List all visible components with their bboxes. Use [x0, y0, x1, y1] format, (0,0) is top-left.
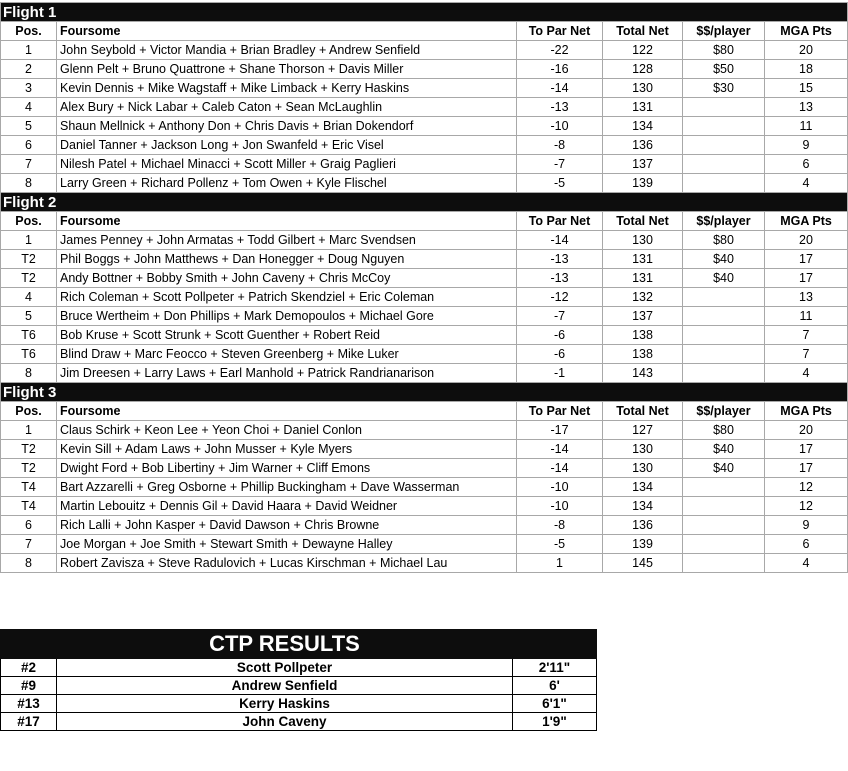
cell-pos: 8	[1, 554, 57, 573]
cell-payout	[683, 155, 765, 174]
cell-to-par-net: -10	[517, 478, 603, 497]
column-header-row	[1, 402, 848, 421]
cell-foursome: Shaun Mellnick + Anthony Don + Chris Davis + Brian Dokendorf	[57, 117, 517, 136]
cell-foursome: Claus Schirk + Keon Lee + Yeon Choi + Daniel Conlon	[57, 421, 517, 440]
cell-pos: 6	[1, 136, 57, 155]
ctp-player: Kerry Haskins	[57, 695, 513, 713]
table-row	[1, 79, 848, 98]
header-total-net: Total Net	[603, 212, 683, 231]
cell-to-par-net: -8	[517, 516, 603, 535]
cell-total-net: 138	[603, 345, 683, 364]
cell-pos: T6	[1, 326, 57, 345]
table-row	[1, 459, 848, 478]
cell-mga-pts: 4	[765, 554, 848, 573]
cell-pos: 5	[1, 117, 57, 136]
cell-to-par-net: -22	[517, 41, 603, 60]
cell-foursome: Rich Coleman + Scott Pollpeter + Patrich Skendziel + Eric Coleman	[57, 288, 517, 307]
ctp-body	[1, 630, 597, 731]
cell-total-net: 137	[603, 155, 683, 174]
ctp-row	[1, 659, 597, 677]
ctp-distance: 6'1"	[512, 695, 596, 713]
table-row	[1, 250, 848, 269]
cell-foursome: Kevin Sill + Adam Laws + John Musser + Kyle Myers	[57, 440, 517, 459]
cell-mga-pts: 11	[765, 117, 848, 136]
table-row	[1, 478, 848, 497]
cell-mga-pts: 15	[765, 79, 848, 98]
cell-total-net: 138	[603, 326, 683, 345]
table-row	[1, 421, 848, 440]
cell-to-par-net: -5	[517, 174, 603, 193]
cell-to-par-net: -17	[517, 421, 603, 440]
cell-mga-pts: 9	[765, 516, 848, 535]
ctp-player: John Caveny	[57, 713, 513, 731]
cell-pos: 4	[1, 98, 57, 117]
cell-pos: 7	[1, 155, 57, 174]
cell-total-net: 131	[603, 98, 683, 117]
cell-foursome: James Penney + John Armatas + Todd Gilbert + Marc Svendsen	[57, 231, 517, 250]
cell-mga-pts: 20	[765, 41, 848, 60]
table-row	[1, 41, 848, 60]
cell-foursome: Robert Zavisza + Steve Radulovich + Lucas Kirschman + Michael Lau	[57, 554, 517, 573]
cell-pos: T6	[1, 345, 57, 364]
cell-to-par-net: -7	[517, 307, 603, 326]
ctp-row	[1, 713, 597, 731]
table-row	[1, 535, 848, 554]
flight-title-row	[1, 383, 848, 402]
cell-pos: T2	[1, 269, 57, 288]
header-total-net: Total Net	[603, 22, 683, 41]
cell-total-net: 131	[603, 250, 683, 269]
cell-total-net: 130	[603, 459, 683, 478]
cell-mga-pts: 17	[765, 440, 848, 459]
cell-to-par-net: -14	[517, 440, 603, 459]
table-row	[1, 98, 848, 117]
cell-payout	[683, 117, 765, 136]
cell-payout	[683, 364, 765, 383]
cell-total-net: 143	[603, 364, 683, 383]
ctp-hole: #17	[1, 713, 57, 731]
cell-total-net: 134	[603, 117, 683, 136]
table-row	[1, 155, 848, 174]
cell-foursome: Bart Azzarelli + Greg Osborne + Phillip Buckingham + Dave Wasserman	[57, 478, 517, 497]
header-payout: $$/player	[683, 402, 765, 421]
cell-to-par-net: -13	[517, 269, 603, 288]
cell-payout	[683, 326, 765, 345]
cell-payout	[683, 174, 765, 193]
header-pos: Pos.	[1, 212, 57, 231]
cell-total-net: 134	[603, 497, 683, 516]
cell-total-net: 137	[603, 307, 683, 326]
cell-mga-pts: 20	[765, 421, 848, 440]
ctp-hole: #2	[1, 659, 57, 677]
ctp-distance: 1'9"	[512, 713, 596, 731]
cell-payout: $50	[683, 60, 765, 79]
flight-title-row	[1, 193, 848, 212]
cell-pos: 1	[1, 231, 57, 250]
cell-total-net: 139	[603, 174, 683, 193]
cell-total-net: 122	[603, 41, 683, 60]
cell-mga-pts: 18	[765, 60, 848, 79]
table-row	[1, 307, 848, 326]
cell-total-net: 130	[603, 231, 683, 250]
header-pos: Pos.	[1, 402, 57, 421]
cell-foursome: Kevin Dennis + Mike Wagstaff + Mike Limback + Kerry Haskins	[57, 79, 517, 98]
cell-mga-pts: 12	[765, 478, 848, 497]
cell-mga-pts: 9	[765, 136, 848, 155]
cell-payout: $80	[683, 421, 765, 440]
ctp-distance: 2'11"	[512, 659, 596, 677]
cell-payout: $40	[683, 250, 765, 269]
cell-payout	[683, 497, 765, 516]
cell-to-par-net: -8	[517, 136, 603, 155]
cell-total-net: 134	[603, 478, 683, 497]
cell-total-net: 130	[603, 440, 683, 459]
header-total-net: Total Net	[603, 402, 683, 421]
ctp-hole: #13	[1, 695, 57, 713]
cell-total-net: 136	[603, 516, 683, 535]
ctp-header-blank	[1, 630, 57, 659]
cell-mga-pts: 4	[765, 174, 848, 193]
cell-mga-pts: 4	[765, 364, 848, 383]
cell-payout	[683, 136, 765, 155]
cell-mga-pts: 12	[765, 497, 848, 516]
cell-payout: $80	[683, 231, 765, 250]
ctp-header-row	[1, 630, 597, 659]
cell-to-par-net: -13	[517, 98, 603, 117]
cell-pos: T2	[1, 459, 57, 478]
table-row	[1, 554, 848, 573]
cell-foursome: Phil Boggs + John Matthews + Dan Honegger + Doug Nguyen	[57, 250, 517, 269]
table-row	[1, 288, 848, 307]
ctp-title: CTP RESULTS	[57, 630, 513, 659]
header-mga-pts: MGA Pts	[765, 402, 848, 421]
cell-foursome: Larry Green + Richard Pollenz + Tom Owen + Kyle Flischel	[57, 174, 517, 193]
flight-title-row	[1, 3, 848, 22]
cell-mga-pts: 17	[765, 250, 848, 269]
flight-title: Flight 2	[1, 193, 848, 212]
cell-foursome: Andy Bottner + Bobby Smith + John Caveny + Chris McCoy	[57, 269, 517, 288]
cell-total-net: 131	[603, 269, 683, 288]
flight-title: Flight 3	[1, 383, 848, 402]
table-row	[1, 364, 848, 383]
cell-pos: T2	[1, 440, 57, 459]
cell-pos: T2	[1, 250, 57, 269]
cell-foursome: Rich Lalli + John Kasper + David Dawson + Chris Browne	[57, 516, 517, 535]
cell-to-par-net: -14	[517, 459, 603, 478]
cell-payout	[683, 98, 765, 117]
cell-to-par-net: -14	[517, 79, 603, 98]
cell-to-par-net: -10	[517, 117, 603, 136]
cell-payout: $80	[683, 41, 765, 60]
cell-payout: $40	[683, 440, 765, 459]
cell-total-net: 132	[603, 288, 683, 307]
cell-mga-pts: 7	[765, 326, 848, 345]
cell-payout	[683, 554, 765, 573]
ctp-row	[1, 695, 597, 713]
cell-payout: $40	[683, 459, 765, 478]
cell-payout: $30	[683, 79, 765, 98]
results-body	[1, 3, 848, 573]
table-row	[1, 136, 848, 155]
cell-foursome: Blind Draw + Marc Feocco + Steven Greenberg + Mike Luker	[57, 345, 517, 364]
header-mga-pts: MGA Pts	[765, 212, 848, 231]
cell-pos: 4	[1, 288, 57, 307]
header-foursome: Foursome	[57, 22, 517, 41]
cell-pos: 5	[1, 307, 57, 326]
flight-title: Flight 1	[1, 3, 848, 22]
cell-pos: 6	[1, 516, 57, 535]
header-to-par-net: To Par Net	[517, 22, 603, 41]
ctp-hole: #9	[1, 677, 57, 695]
cell-foursome: Martin Lebouitz + Dennis Gil + David Haara + David Weidner	[57, 497, 517, 516]
cell-mga-pts: 11	[765, 307, 848, 326]
cell-pos: T4	[1, 478, 57, 497]
cell-total-net: 139	[603, 535, 683, 554]
cell-payout	[683, 345, 765, 364]
header-to-par-net: To Par Net	[517, 212, 603, 231]
cell-pos: 8	[1, 364, 57, 383]
cell-foursome: Nilesh Patel + Michael Minacci + Scott Miller + Graig Paglieri	[57, 155, 517, 174]
cell-payout	[683, 535, 765, 554]
cell-to-par-net: -10	[517, 497, 603, 516]
cell-foursome: Jim Dreesen + Larry Laws + Earl Manhold + Patrick Randrianarison	[57, 364, 517, 383]
cell-to-par-net: -16	[517, 60, 603, 79]
cell-foursome: Dwight Ford + Bob Libertiny + Jim Warner + Cliff Emons	[57, 459, 517, 478]
ctp-player: Scott Pollpeter	[57, 659, 513, 677]
cell-total-net: 145	[603, 554, 683, 573]
ctp-row	[1, 677, 597, 695]
cell-mga-pts: 6	[765, 155, 848, 174]
cell-to-par-net: -6	[517, 326, 603, 345]
header-foursome: Foursome	[57, 402, 517, 421]
cell-foursome: Joe Morgan + Joe Smith + Stewart Smith + Dewayne Halley	[57, 535, 517, 554]
header-payout: $$/player	[683, 22, 765, 41]
column-header-row	[1, 212, 848, 231]
cell-mga-pts: 13	[765, 98, 848, 117]
cell-to-par-net: -13	[517, 250, 603, 269]
cell-foursome: Daniel Tanner + Jackson Long + Jon Swanfeld + Eric Visel	[57, 136, 517, 155]
table-row	[1, 345, 848, 364]
cell-foursome: John Seybold + Victor Mandia + Brian Bradley + Andrew Senfield	[57, 41, 517, 60]
cell-mga-pts: 20	[765, 231, 848, 250]
cell-foursome: Glenn Pelt + Bruno Quattrone + Shane Thorson + Davis Miller	[57, 60, 517, 79]
cell-payout	[683, 307, 765, 326]
cell-total-net: 130	[603, 79, 683, 98]
table-row	[1, 60, 848, 79]
cell-to-par-net: -1	[517, 364, 603, 383]
cell-pos: 1	[1, 41, 57, 60]
header-to-par-net: To Par Net	[517, 402, 603, 421]
cell-total-net: 136	[603, 136, 683, 155]
header-payout: $$/player	[683, 212, 765, 231]
cell-payout: $40	[683, 269, 765, 288]
cell-total-net: 128	[603, 60, 683, 79]
column-header-row	[1, 22, 848, 41]
cell-foursome: Alex Bury + Nick Labar + Caleb Caton + Sean McLaughlin	[57, 98, 517, 117]
cell-mga-pts: 6	[765, 535, 848, 554]
cell-to-par-net: 1	[517, 554, 603, 573]
cell-pos: 7	[1, 535, 57, 554]
cell-pos: 3	[1, 79, 57, 98]
ctp-player: Andrew Senfield	[57, 677, 513, 695]
table-row	[1, 174, 848, 193]
table-row	[1, 269, 848, 288]
header-pos: Pos.	[1, 22, 57, 41]
cell-mga-pts: 13	[765, 288, 848, 307]
cell-pos: 1	[1, 421, 57, 440]
cell-to-par-net: -7	[517, 155, 603, 174]
cell-to-par-net: -12	[517, 288, 603, 307]
cell-payout	[683, 478, 765, 497]
table-row	[1, 326, 848, 345]
cell-payout	[683, 288, 765, 307]
cell-pos: 2	[1, 60, 57, 79]
table-row	[1, 117, 848, 136]
cell-to-par-net: -6	[517, 345, 603, 364]
cell-to-par-net: -5	[517, 535, 603, 554]
table-row	[1, 440, 848, 459]
table-row	[1, 497, 848, 516]
table-row	[1, 516, 848, 535]
cell-mga-pts: 17	[765, 269, 848, 288]
ctp-header-blank-right	[512, 630, 596, 659]
cell-foursome: Bruce Wertheim + Don Phillips + Mark Demopoulos + Michael Gore	[57, 307, 517, 326]
cell-foursome: Bob Kruse + Scott Strunk + Scott Guenther + Robert Reid	[57, 326, 517, 345]
cell-pos: T4	[1, 497, 57, 516]
ctp-results-table	[0, 629, 597, 731]
cell-pos: 8	[1, 174, 57, 193]
ctp-distance: 6'	[512, 677, 596, 695]
cell-total-net: 127	[603, 421, 683, 440]
cell-to-par-net: -14	[517, 231, 603, 250]
cell-mga-pts: 7	[765, 345, 848, 364]
results-table	[0, 2, 848, 573]
header-foursome: Foursome	[57, 212, 517, 231]
cell-payout	[683, 516, 765, 535]
table-row	[1, 231, 848, 250]
cell-mga-pts: 17	[765, 459, 848, 478]
header-mga-pts: MGA Pts	[765, 22, 848, 41]
